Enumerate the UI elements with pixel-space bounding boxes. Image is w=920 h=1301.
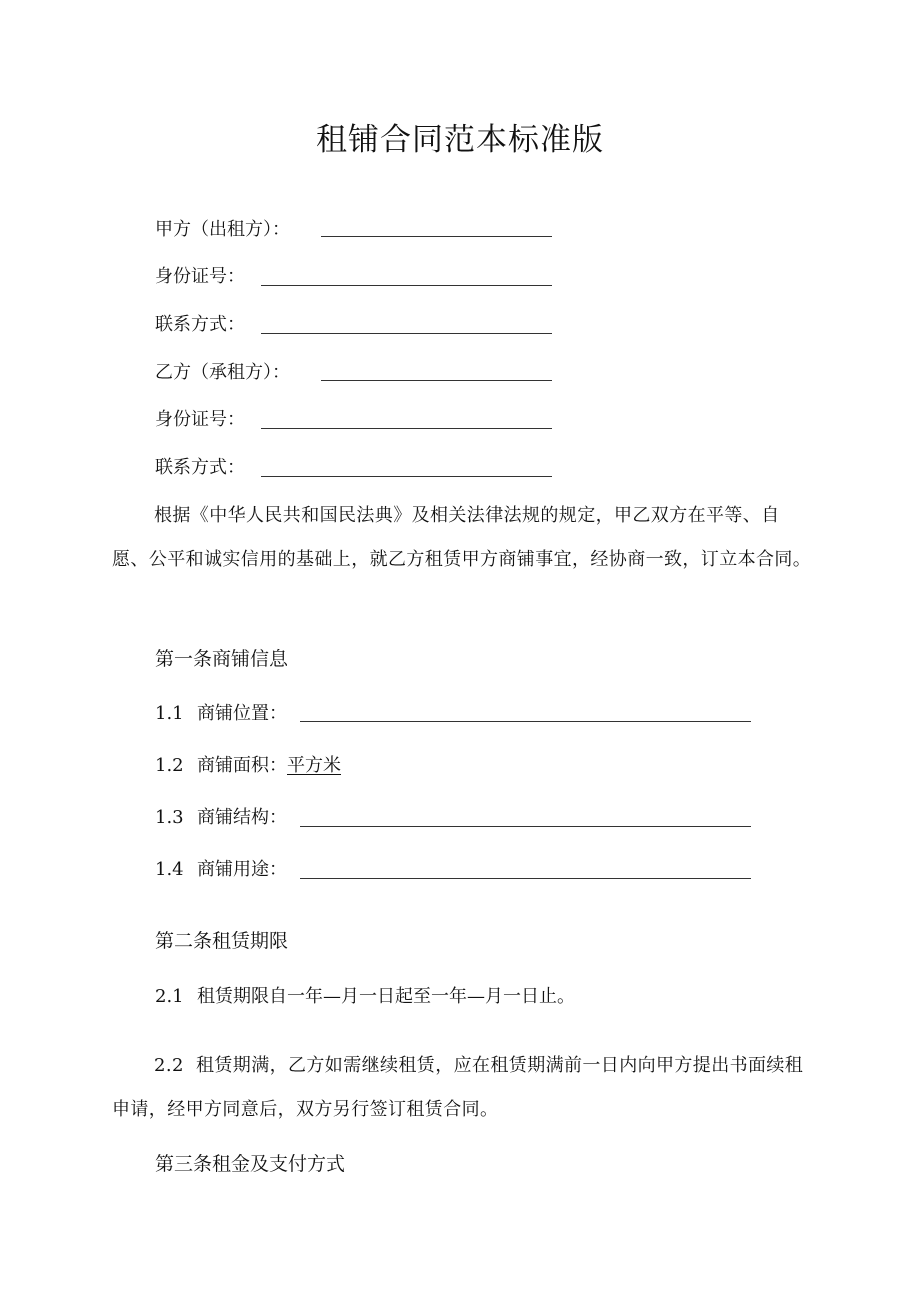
lessee-name-field[interactable] xyxy=(321,380,552,381)
item-number: 2.2 xyxy=(154,1055,184,1076)
article3-heading: 第三条租金及支付方式 xyxy=(155,1153,346,1175)
lessor-id-field[interactable] xyxy=(261,285,552,286)
item-label: 商铺结构： xyxy=(197,807,287,828)
lessee-contact-label: 联系方式： xyxy=(155,457,245,478)
area-unit-field[interactable]: 平方米 xyxy=(287,755,341,776)
item-1-2 xyxy=(155,754,341,778)
preamble-paragraph: 根据《中华人民共和国民法典》及相关法律法规的规定，甲乙双方在平等、自愿、公平和诚实信用的基础上，就乙方租赁甲方商铺事宜，经协商一致，订立本合同。 xyxy=(112,505,812,570)
lessee-id-field[interactable] xyxy=(261,428,552,429)
lessee-label: 乙方（承租方）： xyxy=(155,362,290,383)
shop-location-field[interactable] xyxy=(300,721,751,722)
lessor-name-field[interactable] xyxy=(321,236,552,237)
lessor-label: 甲方（出租方）： xyxy=(155,219,290,240)
item-number: 2.1 xyxy=(155,986,184,1007)
item-1-1 xyxy=(155,702,287,726)
lessor-id-label: 身份证号： xyxy=(155,266,245,287)
shop-purpose-field[interactable] xyxy=(300,878,751,879)
item-2-2 xyxy=(112,1044,812,1132)
item-number: 1.2 xyxy=(155,755,184,776)
item-text: 租赁期满，乙方如需继续租赁，应在租赁期满前一日内向甲方提出书面续租申请，经甲方同意后，双方另行签订租赁合同。 xyxy=(112,1055,804,1120)
item-number: 1.4 xyxy=(155,859,184,880)
article2-heading: 第二条租赁期限 xyxy=(155,930,289,952)
item-text: 租赁期限自一年—月一日起至一年—月一日止。 xyxy=(197,986,575,1007)
lessor-contact-label: 联系方式： xyxy=(155,314,245,335)
item-number: 1.3 xyxy=(155,807,184,828)
item-2-1 xyxy=(155,985,575,1009)
item-1-3 xyxy=(155,806,287,830)
document-title: 租铺合同范本标准版 xyxy=(316,122,604,158)
item-1-4 xyxy=(155,858,287,882)
lessee-contact-field[interactable] xyxy=(261,476,552,477)
article1-heading: 第一条商铺信息 xyxy=(155,648,289,670)
item-label: 商铺位置： xyxy=(197,703,287,724)
item-label: 商铺用途： xyxy=(197,859,287,880)
shop-structure-field[interactable] xyxy=(300,826,751,827)
item-number: 1.1 xyxy=(155,703,184,724)
lessor-contact-field[interactable] xyxy=(261,333,552,334)
item-label: 商铺面积： xyxy=(197,755,287,776)
lessee-id-label: 身份证号： xyxy=(155,409,245,430)
